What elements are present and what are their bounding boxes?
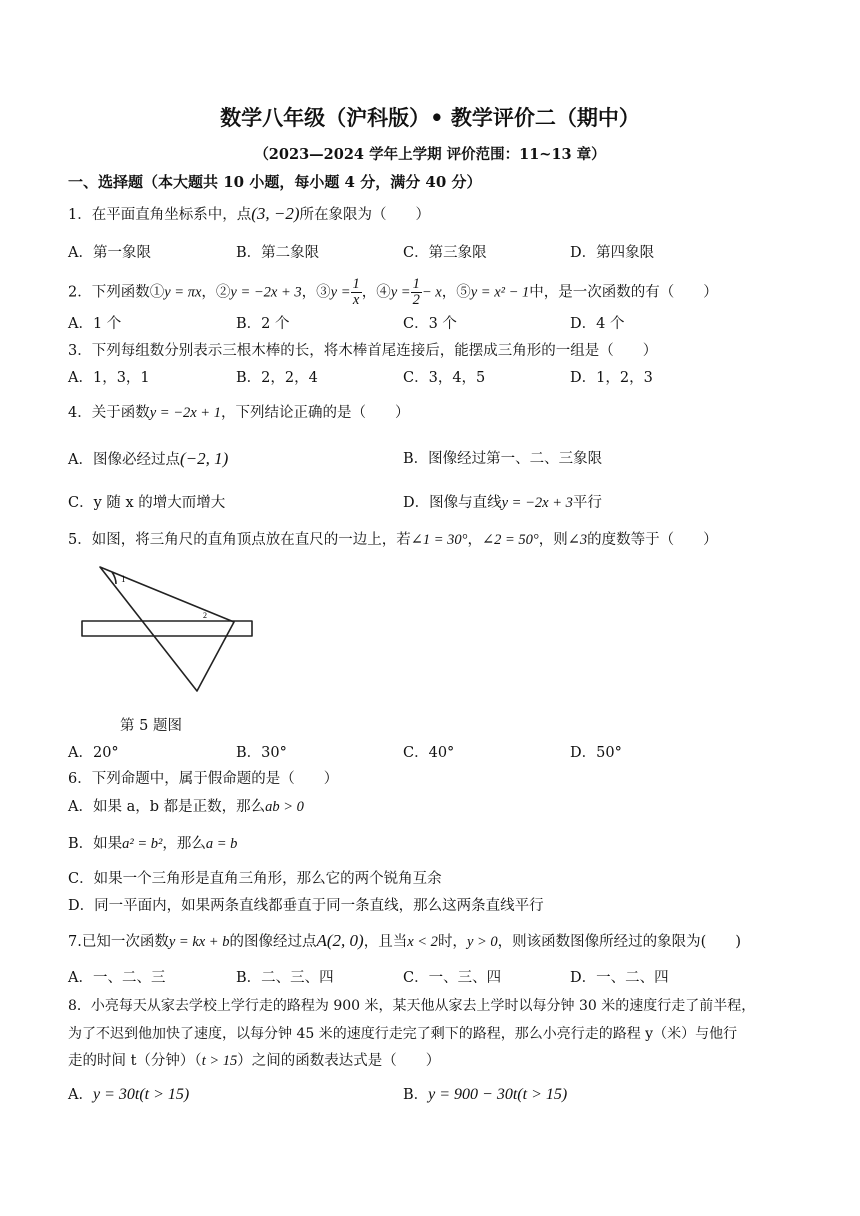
q2-func-4-rest: − x [421,284,442,301]
question-7-stem [68,931,741,952]
q7-text-c: ，且当 [363,934,408,950]
q4-option-d [403,493,602,513]
q4-option-b: B．图像经过第一、二、三象限 [403,451,603,467]
q1-option-b: B．第二象限 [236,245,320,261]
q8-option-a-math: y = 30t(t > 15) [92,1086,190,1103]
q2-text-b: 中，是一次函数的有（ ） [529,284,718,301]
q4-option-a-text: A．图像必经过点 [68,452,180,468]
q1-text-a: 1．在平面直角坐标系中，点 [68,207,252,223]
exam-subtitle: （2023—2024 学年上学期 评价范围：11~13 章） [254,146,606,163]
q2-func-4-fraction [411,277,422,308]
q5-sep: ， [467,532,482,548]
q2-sep-4: ，④ [361,284,391,301]
q2-func-4-denominator: 2 [412,292,420,308]
q5-figure-triangle-ruler [72,560,262,700]
q6-option-b-math2: a = b [205,836,238,852]
q2-func-3-fraction [351,277,362,308]
q6-option-b-mid: ，那么 [162,836,206,852]
q5-text-b: ，则 [538,532,568,548]
q2-func-5: y = x² − 1 [470,284,530,301]
q5-angle-1: ∠1 = 30° [410,532,468,548]
q5-text-a: 5．如图，将三角尺的直角顶点放在直尺的一边上，若 [68,532,411,548]
q7-text-d: 时， [437,934,467,950]
q2-sep-2: ，② [201,284,231,301]
q7-point: A(2, 0) [316,931,364,950]
q6-option-b-math: a² = b² [122,836,163,852]
q6-option-a-math: ab > 0 [265,799,304,815]
question-4-stem [68,403,409,423]
q6-option-d: D．同一平面内，如果两条直线都垂直于同一条直线，那么这两条直线平行 [68,898,544,914]
q8-option-b [403,1085,567,1105]
ruler-shape [82,621,252,636]
q8-option-b-math: y = 900 − 30t(t > 15) [428,1086,568,1103]
question-6-stem: 6．下列命题中，属于假命题的是（ ） [68,771,339,787]
q4-option-c: C．y 随 x 的增大而增大 [68,495,226,511]
q3-option-b: B．2，2，4 [236,370,318,386]
q8-line-3-text-a: 走的时间 t（分钟）（ [68,1053,202,1069]
q7-text-b: 的图像经过点 [229,934,317,950]
q4-option-d-line: y = −2x + 3 [501,495,573,511]
q1-option-a: A．第一象限 [68,245,151,261]
angle-2-label: 2 [203,611,207,620]
question-2-stem [68,277,718,308]
q4-text-a: 4．关于函数 [68,405,150,421]
q4-option-d-text: D．图像与直线 [403,495,502,511]
question-8-line-3 [68,1051,440,1071]
q1-option-d: D．第四象限 [570,245,655,261]
q7-condition-1: x < 2 [407,934,438,950]
triangle-shape [100,567,234,691]
q5-option-b: B．30° [236,745,287,761]
q3-option-d: D．1，2，3 [570,370,653,386]
q8-option-a [68,1085,189,1105]
q2-func-4-lhs: y = [390,284,411,301]
q1-text-b: 所在象限为（ ） [299,207,431,223]
question-1-stem [68,204,430,225]
q8-option-b-text: B． [403,1087,429,1103]
q2-sep-3: ，③ [301,284,331,301]
q2-func-1: y = πx [164,284,202,301]
q7-option-b: B．二、三、四 [236,970,334,986]
q5-figure-caption: 第 5 题图 [120,718,182,734]
q8-line-3-math: t > 15 [201,1053,238,1069]
q2-func-4-numerator: 1 [412,276,420,292]
q2-option-c: C．3 个 [403,316,457,332]
q2-func-3-numerator: 1 [352,276,360,292]
q3-option-c: C．3，4，5 [403,370,486,386]
q7-option-d: D．一、二、四 [570,970,669,986]
q4-option-a [68,449,228,470]
q5-option-d: D．50° [570,745,622,761]
question-3-stem: 3．下列每组数分别表示三根木棒的长，将木棒首尾连接后，能摆成三角形的一组是（ ） [68,343,658,359]
q8-line-3-text-b: ）之间的函数表达式是（ ） [237,1053,441,1069]
q5-angle-3: ∠3 [567,532,588,548]
q4-option-a-point: (−2, 1) [179,449,229,468]
q1-option-c: C．第三象限 [403,245,487,261]
q5-text-c: 的度数等于（ ） [587,532,718,548]
question-8-line-1: 8．小亮每天从家去学校上学行走的路程为 900 米，某天他从家去上学时以每分钟 30 米的速度行走了前半程， [68,998,756,1014]
q7-function: y = kx + b [168,934,230,950]
q5-option-c: C．40° [403,745,455,761]
exam-title: 数学八年级（沪科版）• 教学评价二（期中） [220,105,640,130]
q4-option-d-tail: 平行 [572,495,602,511]
q6-option-b-text: B．如果 [68,836,123,852]
q7-text-e: ，则该函数图像所经过的象限为( ) [497,934,741,950]
q4-text-b: ，下列结论正确的是（ ） [220,405,410,421]
q6-option-c: C．如果一个三角形是直角三角形，那么它的两个锐角互余 [68,871,442,887]
q8-option-a-text: A． [68,1087,93,1103]
q2-func-3-lhs: y = [330,284,351,301]
q7-condition-2: y > 0 [466,934,498,950]
q2-option-d: D．4 个 [570,316,625,332]
section-heading: 一、选择题（本大题共 10 小题，每小题 4 分，满分 40 分） [68,173,482,191]
q6-option-a-text: A．如果 a，b 都是正数，那么 [68,799,266,815]
q2-func-2: y = −2x + 3 [230,284,302,301]
q2-option-b: B．2 个 [236,316,290,332]
q7-option-c: C．一、三、四 [403,970,502,986]
q2-text-a: 2．下列函数① [68,284,165,301]
q7-text-a: 7.已知一次函数 [68,934,169,950]
q1-point: (3, −2) [251,204,300,223]
question-5-stem [68,530,718,550]
q2-sep-5: ，⑤ [441,284,471,301]
q5-angle-2: ∠2 = 50° [481,532,539,548]
q5-option-a: A．20° [68,745,119,761]
q2-func-3-denominator: x [352,292,360,308]
q2-option-a: A．1 个 [68,316,122,332]
q6-option-a [68,797,304,817]
q3-option-a: A．1，3，1 [68,370,150,386]
q4-function: y = −2x + 1 [149,405,221,421]
q6-option-b [68,834,237,854]
question-8-line-2: 为了不迟到他加快了速度，以每分钟 45 米的速度行走完了剩下的路程，那么小亮行走的路程 y（米）与他行 [68,1026,738,1042]
q7-option-a: A．一、二、三 [68,970,166,986]
angle-1-label: 1 [121,574,126,584]
